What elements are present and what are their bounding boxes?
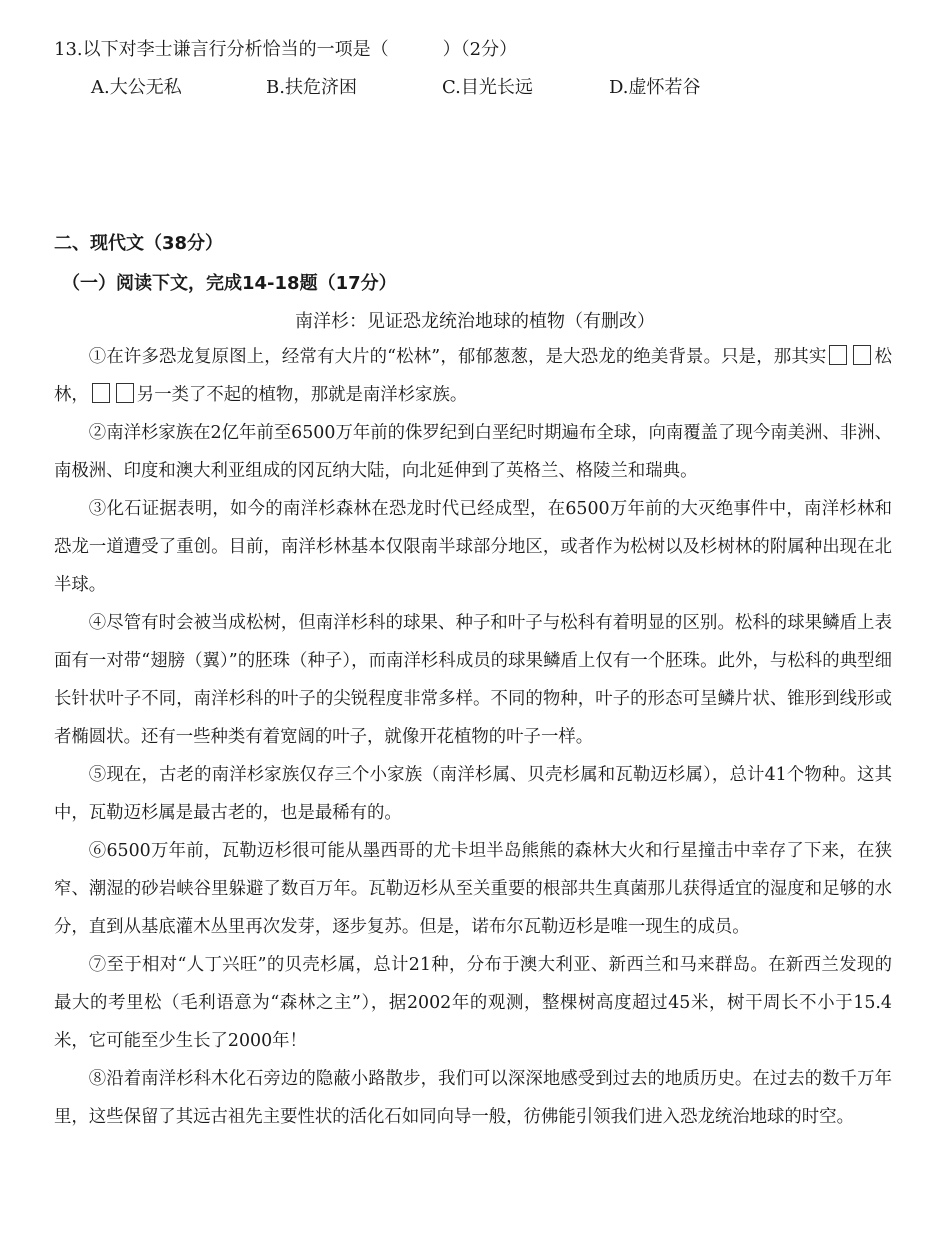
- paragraph-1: [54, 338, 892, 414]
- option-c: C.目光长远: [442, 77, 533, 98]
- paragraph-7: ⑦至于相对“人丁兴旺”的贝壳杉属，总计21种，分布于澳大利亚、新西兰和马来群岛。在新西兰发现的最大的考里松（毛利语意为“森林之主”），据2002年的观测，整棵树高度超过45米，树干周长不小于15.4米，它可能至少生长了2000年！: [54, 955, 892, 1051]
- paragraph-3: ③化石证据表明，如今的南洋杉森林在恐龙时代已经成型，在6500万年前的大灭绝事件中，南洋杉林和恐龙一道遭受了重创。目前，南洋杉林基本仅限南半球部分地区，或者作为松树以及杉树林的附属种出现在北半球。: [54, 499, 892, 595]
- paragraph-1-part-c: 另一类了不起的植物，那就是南洋杉家族。: [136, 385, 468, 405]
- question-13-stem: 13.以下对李士谦言行分析恰当的一项是（ ）（2分）: [54, 39, 518, 60]
- article-title: 南洋杉：见证恐龙统治地球的植物（有删改）: [295, 311, 655, 332]
- paragraph-6: ⑥6500万年前，瓦勒迈杉很可能从墨西哥的尤卡坦半岛熊熊的森林大火和行星撞击中幸存了下来，在狭窄、潮湿的砂岩峡谷里躲避了数百万年。瓦勒迈杉从至关重要的根部共生真菌那儿获得适宜的湿度和足够的水分，直到从基底灌木丛里再次发芽，逐步复苏。但是，诺布尔瓦勒迈杉是唯一现生的成员。: [54, 841, 892, 937]
- part-title: （一）阅读下文，完成14-18题（17分）: [62, 273, 397, 294]
- blank-box: [116, 383, 134, 403]
- option-a: A.大公无私: [91, 77, 182, 98]
- option-b: B.扶危济困: [266, 77, 357, 98]
- paragraph-4: ④尽管有时会被当成松树，但南洋杉科的球果、种子和叶子与松科有着明显的区别。松科的球果鳞盾上表面有一对带“翅膀（翼）”的胚珠（种子），而南洋杉科成员的球果鳞盾上仅有一个胚珠。此外，与松科的典型细长针状叶子不同，南洋杉科的叶子的尖锐程度非常多样。不同的物种，叶子的形态可呈鳞片状、锥形到线形或者椭圆状。还有一些种类有着宽阔的叶子，就像开花植物的叶子一样。: [54, 613, 892, 747]
- blank-box: [853, 345, 871, 365]
- article-body: [54, 338, 892, 1136]
- section-title: 二、现代文（38分）: [54, 233, 224, 254]
- paragraph-8: ⑧沿着南洋杉科木化石旁边的隐蔽小路散步，我们可以深深地感受到过去的地质历史。在过去的数千万年里，这些保留了其远古祖先主要性状的活化石如同向导一般，彷佛能引领我们进入恐龙统治地球的时空。: [54, 1069, 892, 1127]
- paragraph-2: ②南洋杉家族在2亿年前至6500万年前的侏罗纪到白垩纪时期遍布全球，向南覆盖了现今南美洲、非洲、南极洲、印度和澳大利亚组成的冈瓦纳大陆，向北延伸到了英格兰、格陵兰和瑞典。: [54, 423, 892, 481]
- option-d: D.虚怀若谷: [609, 77, 701, 98]
- paragraph-5: ⑤现在，古老的南洋杉家族仅存三个小家族（南洋杉属、贝壳杉属和瓦勒迈杉属），总计41个物种。这其中，瓦勒迈杉属是最古老的，也是最稀有的。: [54, 765, 892, 823]
- paragraph-1-part-a: ①在许多恐龙复原图上，经常有大片的“松林”，郁郁葱葱，是大恐龙的绝美背景。只是，那其实: [88, 347, 827, 367]
- paragraph-1-part-b: 松林，: [54, 347, 892, 405]
- blank-box: [829, 345, 847, 365]
- blank-box: [92, 383, 110, 403]
